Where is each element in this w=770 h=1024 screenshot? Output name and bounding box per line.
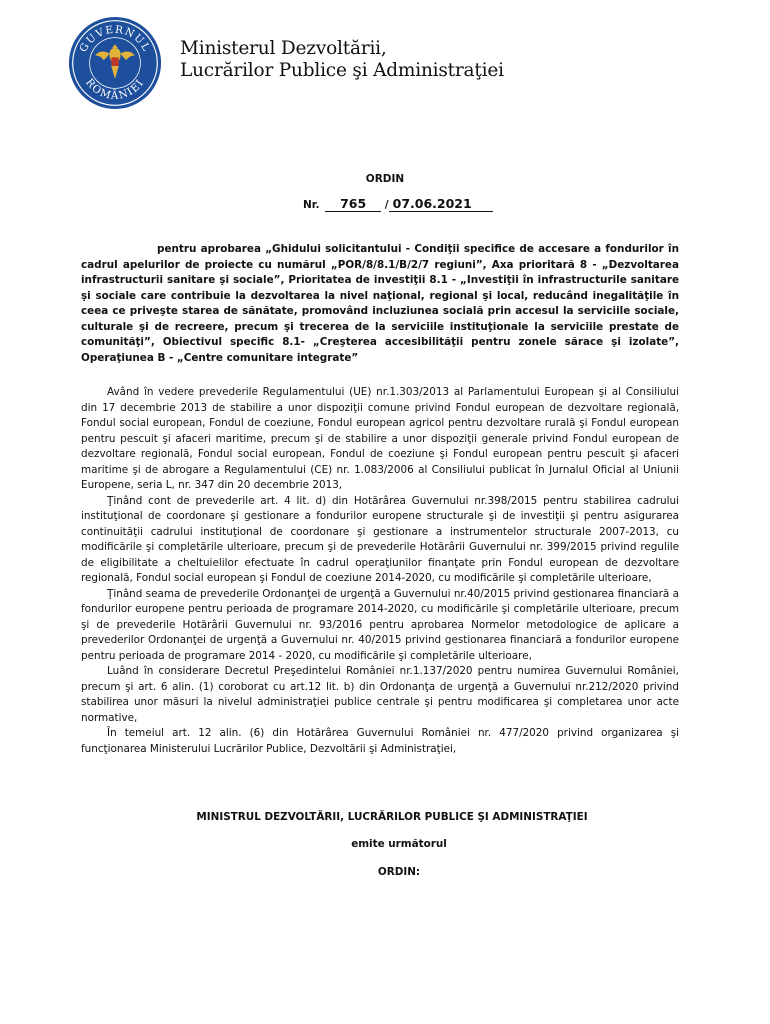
svg-text:GUVERNUL: GUVERNUL <box>77 23 153 55</box>
preamble-paragraph: Ţinând cont de prevederile art. 4 lit. d) din Hotărârea Guvernului nr.398/2015 pentru stabilirea cadrului instituţional de coordonare şi gestionare a fondurilor europene structurale şi de investiţii şi pentru asigurarea continuităţii cadrului instituţional de coordonare şi gestionare a instrumentelor structurale 2007-2013, cu modificările şi completările ulterioare, precum şi de prevederile Hotărârii Guvernului nr. 399/2015 privind regulile de eligibilitate a cheltuielilor efectuate în cadrul operaţiunilor finanţate prin Fondul european de dezvoltare regională, Fondul social european şi Fondul de coeziune 2014-2020, cu modificările şi completările ulterioare, <box>81 494 679 584</box>
order-heading: ORDIN: <box>377 866 421 878</box>
preamble-paragraph: Ţinând seama de prevederile Ordonanţei de urgenţă a Guvernului nr.40/2015 privind gestionarea financiară a fondurilor europene pentru perioada de programare 2014-2020, cu modificările şi completările ulterioare, precum şi de prevederile Hotărârii Guvernului nr. 93/2016 pentru aprobarea Normelor metodologice de aplicare a prevederilor Ordonanţei de urgenţă a Guvernului nr. 40/2015 privind gestionarea financiară a fondurilor europene pentru perioada de programare 2014 - 2020, cu modificările şi completările ulterioare, <box>81 587 679 662</box>
government-seal-logo <box>68 16 162 110</box>
order-subject: pentru aprobarea „Ghidului solicitantului - Condiţii specifice de accesare a fondurilor în cadrul apelurilor de proiecte cu numărul „POR/8/8.1/B/2/7 regiuni”, Axa prioritară 8 - „Dezvoltarea infrastructurii sanitare şi sociale”, Prioritatea de investiţii 8.1 - „Investiţii în infrastructurile sanitare şi sociale care contribuie la dezvoltarea la nivel naţional, regional şi local, reducând inegalităţile în ceea ce priveşte starea de sănătate, promovând incluziunea socială prin accesul la serviciile sociale, culturale şi de recreere, precum şi trecerea de la serviciile instituţionale la serviciile prestate de comunităţi”, Obiectivul specific 8.1- „Creşterea accesibilităţii pentru zonele sărace şi izolate”, Operaţiunea B - „Centre comunitare integrate” <box>81 243 679 364</box>
issues-text: emite următorul <box>351 838 447 850</box>
ministry-name <box>180 38 504 82</box>
preamble-paragraph: În temeiul art. 12 alin. (6) din Hotărârea Guvernului României nr. 477/2020 privind organizarea şi funcţionarea Ministerului Lucrărilor Publice, Dezvoltării şi Administraţiei, <box>81 727 679 755</box>
nr-label: Nr. <box>303 199 320 211</box>
order-number: 765 <box>325 196 381 212</box>
preamble-paragraph: Având în vedere prevederile Regulamentului (UE) nr.1.303/2013 al Parlamentului European şi al Consiliului din 17 decembrie 2013 de stabilire a unor dispoziţii comune privind Fondul european de dezvoltare regională, Fondul social european, Fondul de coeziune, Fondul european agricol pentru dezvoltare rurală şi Fondul european pentru pescuit şi afaceri maritime, precum şi de stabilire a unor dispoziţii generale privind Fondul european de dezvoltare regională, Fondul social european, Fondul de coeziune şi Fondul european pentru pescuit şi afaceri maritime şi de abrogare a Regulamentului (CE) nr. 1.083/2006 al Consiliului publicat în Jurnalul Oficial al Uniunii Europene, seria L, nr. 347 din 20 decembrie 2013, <box>81 386 679 491</box>
order-number-line <box>303 196 493 212</box>
ministry-name-line2: Lucrărilor Publice şi Administraţiei <box>180 60 504 81</box>
ministry-name-line1: Ministerul Dezvoltării, <box>180 38 387 59</box>
minister-title: MINISTRUL DEZVOLTĂRII, LUCRĂRILOR PUBLICE ŞI ADMINISTRAŢIEI <box>196 811 588 823</box>
preamble <box>81 385 679 757</box>
order-date: 07.06.2021 <box>389 196 493 212</box>
number-separator: / <box>384 199 389 211</box>
order-title: ORDIN <box>365 173 405 185</box>
preamble-paragraph: Luând în considerare Decretul Preşedintelui României nr.1.137/2020 pentru numirea Guvernului României, precum şi art. 6 alin. (1) coroborat cu art.12 lit. b) din Ordonanţa de urgenţă a Guvernului nr.212/2020 privind stabilirea unor măsuri la nivelul administraţiei publice centrale şi pentru modificarea şi completarea unor acte normative, <box>81 665 679 724</box>
svg-text:ROMÂNIEI: ROMÂNIEI <box>83 76 147 102</box>
